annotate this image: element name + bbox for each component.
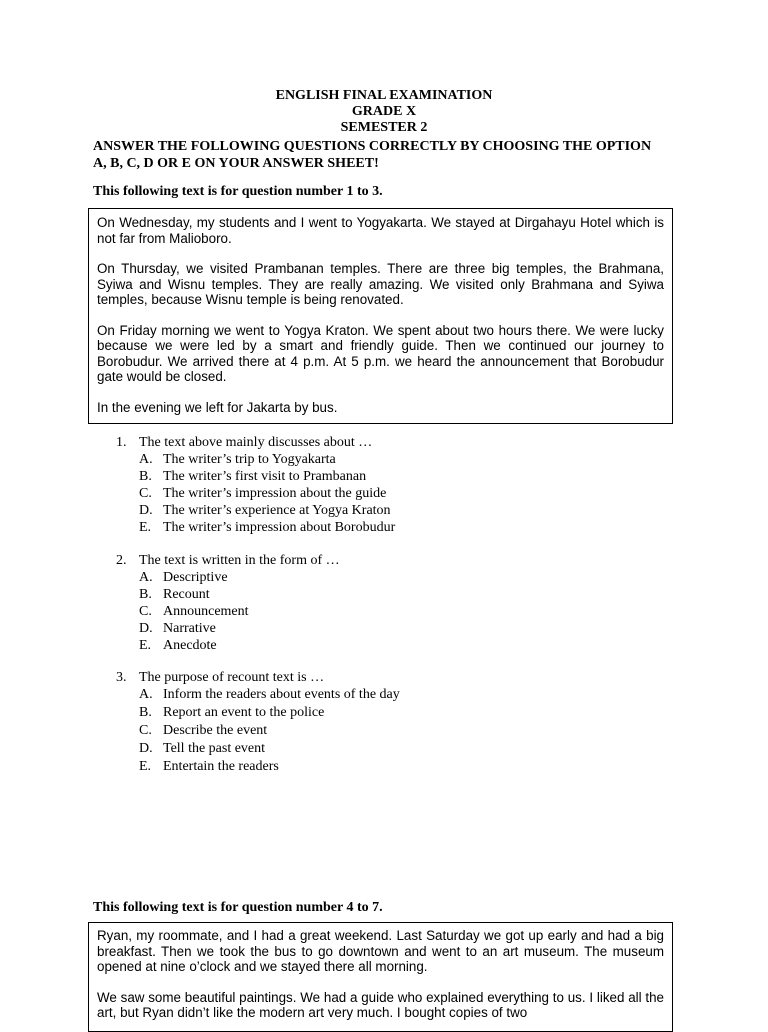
section2-label: This following text is for question number 4 to 7.: [93, 900, 383, 915]
exam-title: ENGLISH FINAL EXAMINATION: [275, 88, 493, 103]
option-letter: E.: [139, 520, 152, 535]
option-letter: A.: [139, 452, 153, 467]
option-text: Narrative: [163, 621, 216, 636]
passage-1-paragraph: On Wednesday, my students and I went to Yogyakarta. We stayed at Dirgahayu Hotel which is not far from Malioboro.: [97, 215, 664, 246]
passage-1: [88, 208, 673, 424]
option-letter: C.: [139, 486, 152, 501]
passage-1-paragraph: On Thursday, we visited Prambanan temples. There are three big temples, the Brahmana, Syiwa and Wisnu temples. They are really amazing. We visited only Brahmana and Syiwa temples, because Wisnu temple is being renovated.: [97, 261, 664, 307]
option-text: Announcement: [163, 604, 249, 619]
passage-1-paragraph: On Friday morning we went to Yogya Kraton. We spent about two hours there. We were lucky because we were led by a smart and friendly guide. Then we continued our journey to Borobudur. We arrived there at 4 p.m. At 5 p.m. we heard the announcement that Borobudur gate would be closed.: [97, 322, 664, 384]
option-letter: A.: [139, 570, 153, 585]
answer-option[interactable]: [116, 451, 676, 468]
answer-option[interactable]: [116, 569, 676, 586]
answer-option[interactable]: [116, 519, 676, 536]
answer-option[interactable]: [116, 637, 676, 654]
option-letter: B.: [139, 705, 152, 720]
option-text: Descriptive: [163, 570, 228, 585]
passage-1-paragraph: In the evening we left for Jakarta by bus.: [97, 399, 338, 415]
question-text: The text is written in the form of …: [139, 553, 340, 568]
question-number: 2.: [116, 553, 127, 568]
question-text: The purpose of recount text is …: [139, 670, 325, 685]
question-2: [116, 552, 676, 654]
option-letter: D.: [139, 503, 153, 518]
exam-instruction: ANSWER THE FOLLOWING QUESTIONS CORRECTLY BY CHOOSING THE OPTION A, B, C, D OR E ON YOUR ANSWER SHEET!: [93, 139, 652, 171]
passage-2-paragraph: We saw some beautiful paintings. We had a guide who explained everything to us. I liked all the art, but Ryan didn’t like the modern art very much. I bought copies of two: [97, 989, 664, 1020]
answer-option[interactable]: [116, 620, 676, 637]
answer-option[interactable]: [116, 740, 676, 758]
question-stem: [116, 434, 676, 451]
option-text: Report an event to the police: [163, 705, 325, 720]
section1-label: This following text is for question number 1 to 3.: [93, 184, 383, 199]
answer-option[interactable]: [116, 485, 676, 502]
option-letter: E.: [139, 638, 152, 653]
option-text: Entertain the readers: [163, 759, 279, 774]
option-letter: C.: [139, 723, 152, 738]
option-text: The writer’s trip to Yogyakarta: [163, 452, 336, 467]
option-letter: B.: [139, 587, 152, 602]
exam-semester: SEMESTER 2: [340, 120, 428, 135]
question-text: The text above mainly discusses about …: [139, 435, 373, 450]
option-text: Inform the readers about events of the day: [163, 687, 400, 702]
option-letter: E.: [139, 759, 152, 774]
option-text: Describe the event: [163, 723, 268, 738]
question-3: [116, 669, 676, 776]
option-letter: D.: [139, 741, 153, 756]
option-letter: B.: [139, 469, 152, 484]
option-text: Anecdote: [163, 638, 217, 653]
answer-option[interactable]: [116, 586, 676, 603]
option-text: The writer’s impression about the guide: [163, 486, 387, 501]
question-number: 1.: [116, 435, 127, 450]
answer-option[interactable]: [116, 722, 676, 740]
option-text: The writer’s first visit to Prambanan: [163, 469, 367, 484]
question-1: [116, 434, 676, 536]
answer-option[interactable]: [116, 758, 676, 776]
question-stem: [116, 669, 676, 686]
option-text: Tell the past event: [163, 741, 266, 756]
option-text: Recount: [163, 587, 210, 602]
passage-2-paragraph: Ryan, my roommate, and I had a great weekend. Last Saturday we got up early and had a big breakfast. Then we took the bus to go downtown and went to an art museum. The museum opened at nine o’clock and we stayed there all morning.: [97, 928, 664, 974]
option-text: The writer’s experience at Yogya Kraton: [163, 503, 391, 518]
answer-option[interactable]: [116, 603, 676, 620]
option-letter: D.: [139, 621, 153, 636]
option-letter: A.: [139, 687, 153, 702]
question-stem: [116, 552, 676, 569]
answer-option[interactable]: [116, 686, 676, 704]
answer-option[interactable]: [116, 468, 676, 485]
exam-grade: GRADE X: [351, 104, 417, 119]
answer-option[interactable]: [116, 704, 676, 722]
question-number: 3.: [116, 670, 127, 685]
passage-2: [88, 922, 673, 1032]
option-text: The writer’s impression about Borobudur: [163, 520, 396, 535]
answer-option[interactable]: [116, 502, 676, 519]
option-letter: C.: [139, 604, 152, 619]
